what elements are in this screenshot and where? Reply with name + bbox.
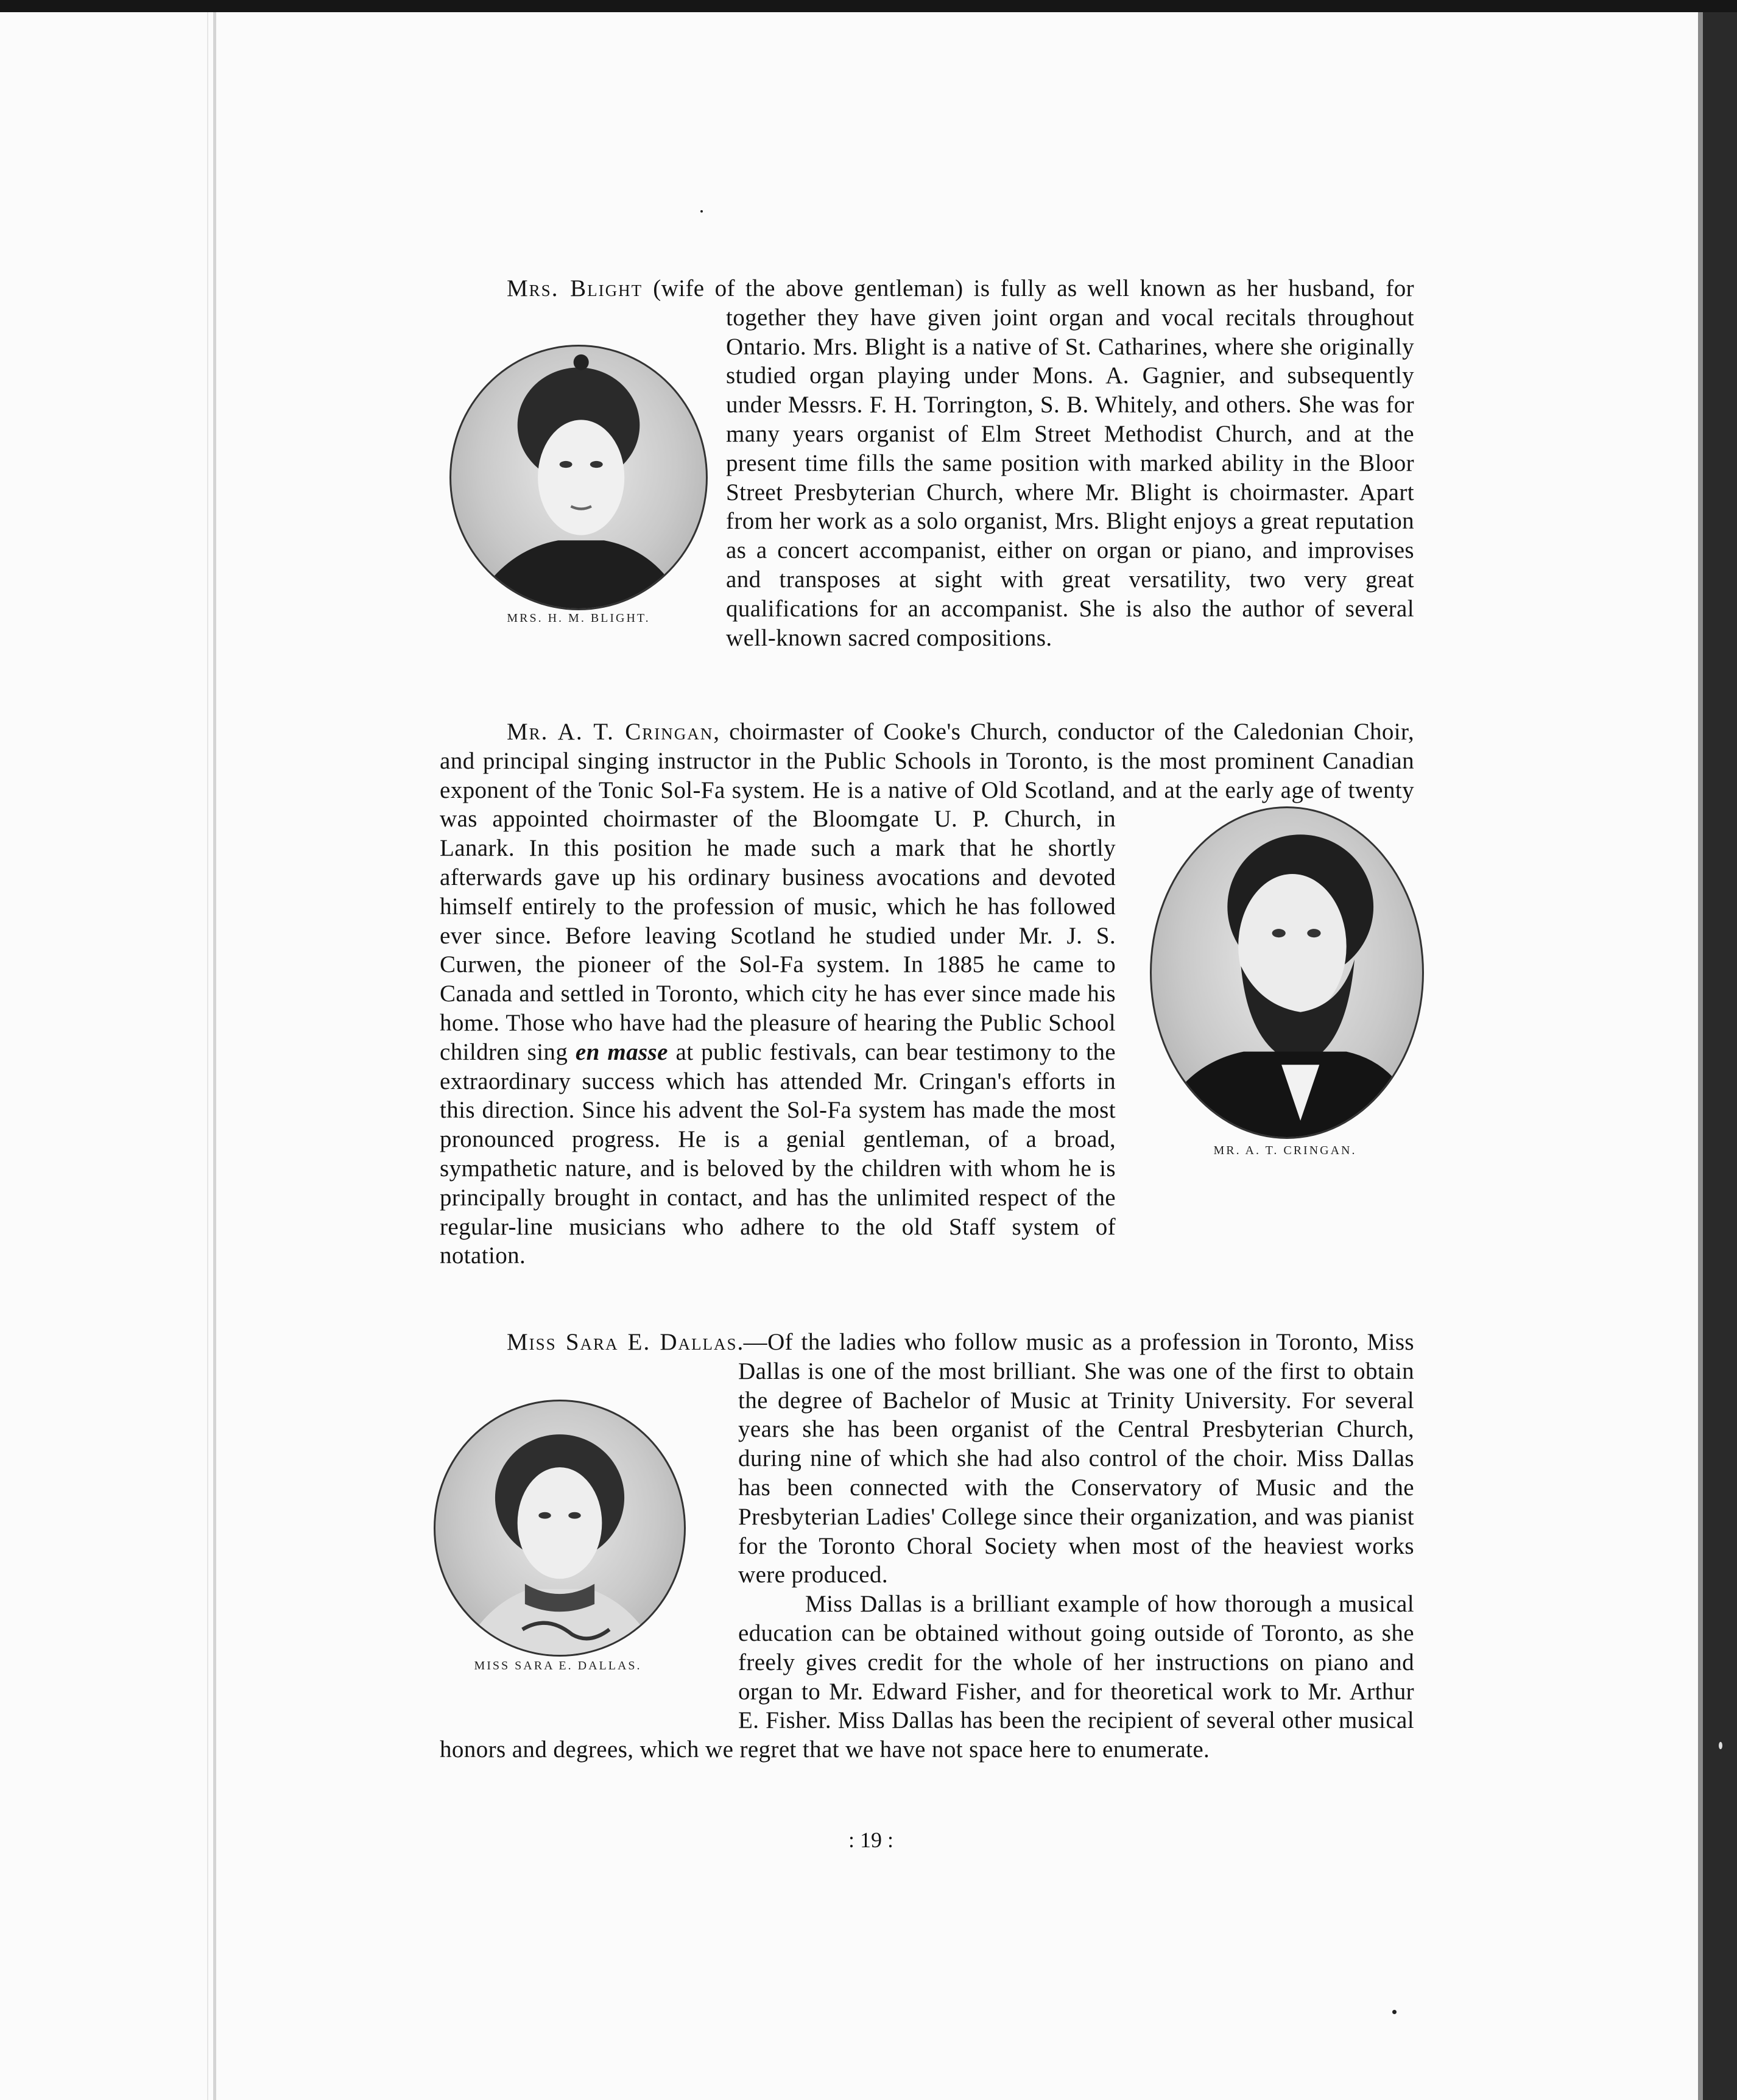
scan-speck	[700, 210, 703, 213]
page-gutter	[213, 12, 216, 2100]
scan-border-top	[0, 0, 1737, 12]
portrait-caption: MISS SARA E. DALLAS.	[474, 1659, 642, 1672]
section-text: Miss Dallas is a brilliant example of how thorough a musical education can be obtained without going outside of Toronto, as she freely gives credit for the whole of her instructions on piano and organ to Mr. Edward Fisher, and for theoretical work to Mr. Arthur E. Fisher. Miss Dallas has been the recipient of several other musical honors and degrees, which we regret that we have not space here to enumerate.	[440, 1591, 1414, 1763]
portrait-caption: MR. A. T. CRINGAN.	[1213, 1144, 1357, 1157]
section-lead: Mrs. Blight	[507, 275, 643, 301]
section-text: at public festivals, can bear testimony to the extraordinary success which has attended Mr. Cringan's efforts in this direction. Since his advent the Sol-Fa system has made the most pronounced progress. He is a genial gentleman, of a broad, sympathetic nature, and is beloved by the children with whom he is principally brought in contact, and has the unlimited respect of the regular-line musicians who adhere to the old Staff system of notation.	[440, 1038, 1116, 1269]
wrap-spacer	[440, 332, 726, 673]
scan-border-right	[1703, 12, 1737, 2100]
section-mr-cringan	[440, 717, 1414, 1272]
section-lead: Miss Sara E. Dallas	[507, 1329, 738, 1355]
section-miss-dallas	[440, 1328, 1414, 1764]
section-text: .—Of the ladies who follow music as a profession in Toronto, Miss Dallas is one of the most brilliant. She was one of the first to obtain the degree of Bachelor of Music at Trinity University. For several years she has been organist of the Central Presbyterian Church, during nine of which she had also control of the choir. Miss Dallas has been connected with the Conservatory of Music and the Presbyterian Ladies' College since their organization, and was pianist for the Toronto Choral Society when most of the heaviest works were produced.	[737, 1329, 1414, 1588]
section-lead: Mr. A. T. Cringan	[507, 719, 714, 745]
section-mrs-blight	[440, 274, 1414, 673]
page-gutter-shadow	[207, 12, 208, 2100]
section-text: , choirmaster of Cooke's Church, conductor of the Caledonian Choir, and principal singing instructor in the Public Schools in Toronto, is the most prominent Canadian exponent of the Tonic Sol-Fa system. He is a native of Old Scotland, and at the early age of twenty was appointed choirmaster of the Bloomgate U. P. Church, in Lanark. In this position he made such a mark that he shortly afterwards gave up his ordinary business avocations and devoted himself entirely to the profession of music, which he has followed ever since. Before leaving Scotland he studied under Mr. J. S. Curwen, the pioneer of the Sol-Fa system. In 1885 he came to Canada and settled in Toronto, which city he has ever since made his home. Those who have had the pleasure of hearing the Public School children sing	[440, 719, 1414, 1065]
scan-speck	[1719, 1742, 1722, 1749]
page-number: : 19 :	[848, 1828, 893, 1852]
section-text: (wife of the above gentleman) is fully as well known as her husband, for together they have given joint organ and vocal recitals throughout Ontario. Mrs. Blight is a native of St. Catharines, where she originally studied organ playing under Mons. A. Gagnier, and subsequently under Messrs. F. H. Torrington, S. B. Whitely, and others. She was for many years organist of Elm Street Methodist Church, and at the present time fills the same position with marked ability in the Bloor Street Presbyterian Church, where Mr. Blight is choirmaster. Apart from her work as a solo organist, Mrs. Blight enjoys a great reputation as a concert accompanist, either on organ or piano, and improvises and transposes at sight with great versatility, two very great qualifications for an accompanist. She is also the author of several well-known sacred compositions.	[643, 275, 1414, 651]
wrap-spacer	[1116, 833, 1414, 1272]
wrap-spacer	[440, 1386, 738, 1727]
portrait-caption: MRS. H. M. BLIGHT.	[507, 611, 650, 625]
section-italic: en masse	[575, 1038, 668, 1065]
scan-speck	[1392, 2010, 1397, 2014]
